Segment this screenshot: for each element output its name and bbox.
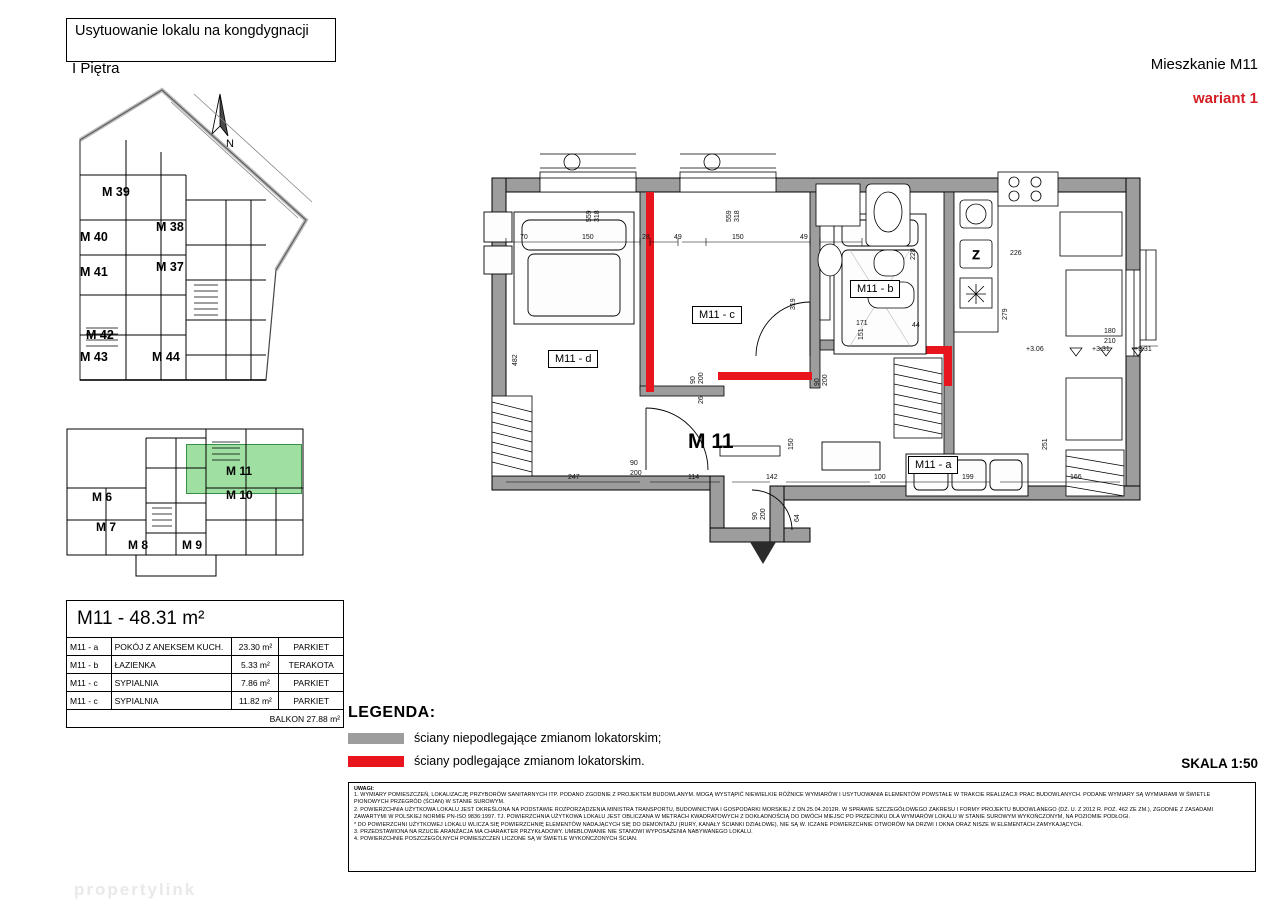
keyplan-upper-floor [66, 80, 338, 410]
compass-north-label: N [226, 138, 234, 150]
dim-90-c: 90 [814, 378, 821, 386]
keyplan-label-m39: M 39 [102, 185, 130, 199]
keyplan2-label-m8: M 8 [128, 538, 149, 552]
dim-level-331-a: +3.31 [1092, 346, 1110, 353]
keyplan2-label-m6: M 6 [92, 490, 113, 504]
room-finish: TERAKOTA [279, 656, 344, 674]
keyplan2-label-m10: M 10 [226, 488, 253, 502]
legend [348, 704, 661, 768]
room-finish: PARKIET [279, 638, 344, 656]
dim-319: 319 [790, 298, 797, 310]
dim-70: 70 [520, 234, 528, 241]
keyplan-label-m41: M 41 [80, 265, 108, 279]
keyplan-lower-floor [66, 428, 304, 578]
dim-150-a: 150 [582, 234, 594, 241]
note-line: 3. PRZEDSTAWIONA NA RZUCIE ARANŻACJA MA CHARAKTER PRZYKŁADOWY. UMEBLOWANIE NIE STANOWI WYPOSAŻENIA NABYWANEGO LOKALU. [354, 829, 753, 836]
legend-text-fixed-walls: ściany niepodlegające zmianom lokatorskim; [414, 731, 662, 745]
keyplan-label-m40: M 40 [80, 230, 108, 244]
dim-200-c: 200 [822, 374, 829, 386]
keyplan-label-m42: M 42 [86, 328, 114, 342]
legend-row-changeable-walls [348, 754, 661, 768]
dim-210: 210 [1104, 338, 1116, 345]
dim-559-b: 559 [726, 210, 733, 222]
table-row [67, 674, 344, 692]
balcony-area: BALKON 27.88 m² [67, 710, 344, 728]
dim-49-b: 49 [800, 234, 808, 241]
note-line: ZAWARTYMI W POLSKIEJ NORMIE PN-ISO 9836:1997. TJ. POWIERZCHNIA UŻYTKOWA LOKALU JEST OBLICZANA W METRACH KWADRATOWYCH Z DOKŁADNOŚCIĄ DO DWÓCH MIEJSC PO PRZECINKU DLA WYMIARÓW LOKALU W STANIE SUROWYM WYKOŃCZONYM, NA POZIOMIE PODŁOGI. [354, 814, 1131, 821]
note-line: 4. POWIERZCHNIE POSZCZEGÓLNYCH POMIESZCZEŃ LICZONE SĄ W ŚWIETLE WYKOŃCZONYCH ŚCIAN. [354, 836, 638, 843]
dim-151: 151 [858, 328, 865, 340]
scale-label: SKALA 1:50 [1181, 756, 1258, 771]
dim-90-b: 90 [690, 376, 697, 384]
dim-482: 482 [512, 354, 519, 366]
room-tag-m11-d: M11 - d [548, 350, 598, 368]
apartment-title: Mieszkanie M11 [1150, 56, 1258, 73]
room-name: SYPIALNIA [111, 692, 232, 710]
room-finish: PARKIET [279, 674, 344, 692]
area-table [66, 600, 344, 728]
dim-166: 166 [1070, 474, 1082, 481]
dim-226: 226 [1010, 250, 1022, 257]
location-title-box [66, 18, 336, 62]
dim-200-a: 200 [630, 470, 642, 477]
dim-180: 180 [1104, 328, 1116, 335]
area-table-title: M11 - 48.31 m² [66, 600, 344, 637]
dim-279: 279 [1002, 308, 1009, 320]
dim-150-c: 150 [788, 438, 795, 450]
keyplan-label-m37: M 37 [156, 260, 184, 274]
dim-level-331-b: +3.31 [1134, 346, 1152, 353]
room-name: SYPIALNIA [111, 674, 232, 692]
dim-level-306: +3.06 [1026, 346, 1044, 353]
location-title-line1: Usytuowanie lokalu na kongdygnacji [75, 23, 309, 39]
dim-200-b: 200 [698, 372, 705, 384]
watermark: propertylink [74, 880, 197, 899]
legend-swatch-grey [348, 733, 404, 744]
table-row [67, 638, 344, 656]
dim-114: 114 [688, 474, 700, 481]
room-tag-m11-b: M11 - b [850, 280, 900, 298]
dim-44: 44 [912, 322, 920, 329]
dim-228: 228 [910, 248, 917, 260]
dim-100: 100 [874, 474, 886, 481]
dim-90-d: 90 [752, 512, 759, 520]
svg-text:Z: Z [972, 248, 980, 262]
location-title-line2: I Piętra [72, 60, 120, 77]
table-row [67, 692, 344, 710]
dim-26: 26 [698, 396, 705, 404]
dim-318-b: 318 [734, 210, 741, 222]
floor-plan [470, 150, 1160, 600]
keyplan2-label-m9: M 9 [182, 538, 203, 552]
room-name: ŁAZIENKA [111, 656, 232, 674]
dim-171: 171 [856, 320, 868, 327]
note-line: * DO POWIERZCHNI UŻYTKOWEJ LOKALU WLICZA SIĘ POWIERZCHNIĘ ELEMENTÓW NADAJĄCYCH SIĘ DO DEMONTAŻU (RURY, KANAŁY ŚCIANKI DZIAŁOWE), NIE SĄ W. ICZANE POWIERZCHNIE OTWORÓW NA DRZWI I OKNA ORAZ NISZE W ELEMENTACH ZAMYKAJĄCYCH. [354, 821, 1083, 828]
room-tag-m11-c: M11 - c [692, 306, 742, 324]
legend-row-fixed-walls [348, 731, 661, 745]
room-area: 23.30 m² [232, 638, 279, 656]
dim-247: 247 [568, 474, 580, 481]
apartment-number-label: M 11 [688, 430, 734, 453]
dim-150-b: 150 [732, 234, 744, 241]
note-line: 1. WYMIARY POMIESZCZEŃ, LOKALIZACJĘ PRZYBORÓW SANITARNYCH ITP. PODANO ZGODNIE Z PROJEKTEM BUDOWLANYM. MOGĄ WYSTĄPIĆ NIEWIELKIE RÓŻNICE WYMIARÓW I USYTUOWANIA ELEMENTÓW POWSTAŁE W TRAKCIE REALIZACJI PRAC BUDOWLANYCH. PODANE WYMIARY SĄ WYMIARAMI W ŚWIETLE [354, 792, 1211, 798]
dim-318-a: 318 [594, 210, 601, 222]
table-row [67, 656, 344, 674]
note-line: PIONOWYCH PRZEGRÓD (ŚCIAN) W STANIE SUROWYM. [354, 799, 505, 806]
variant-label: wariant 1 [1192, 90, 1258, 107]
room-area: 11.82 m² [232, 692, 279, 710]
dim-64: 64 [794, 514, 801, 522]
room-area: 5.33 m² [232, 656, 279, 674]
room-area: 7.86 m² [232, 674, 279, 692]
room-code: M11 - b [67, 656, 112, 674]
room-finish: PARKIET [279, 692, 344, 710]
notes-header: UWAGI: [354, 786, 375, 792]
room-tag-m11-a: M11 - a [908, 456, 958, 474]
room-code: M11 - c [67, 692, 112, 710]
room-name: POKÓJ Z ANEKSEM KUCH. [111, 638, 232, 656]
notes-box [348, 782, 1256, 872]
dim-142: 142 [766, 474, 778, 481]
note-line: 2. POWIERZCHNIA UŻYTKOWA LOKALU JEST OKREŚLONA NA PODSTAWIE ROZPORZĄDZENIA MINISTRA TRANSPORTU, BUDOWNICTWA I GOSPODARKI MORSKIEJ Z DN.25.04.2012R. W SPRAWIE SZCZEGÓŁOWEGO ZAKRESU I FORMY PROJEKTU BUDOWLANEGO (DZ. U. Z 2012 R. POZ. 462 ZE ZM.), ZGODNIE Z ZASADAMI [354, 806, 1214, 813]
dim-251: 251 [1042, 438, 1049, 450]
dim-49-a: 49 [674, 234, 682, 241]
dim-199: 199 [962, 474, 974, 481]
keyplan2-label-m11: M 11 [226, 464, 253, 478]
room-code: M11 - a [67, 638, 112, 656]
keyplan-label-m38: M 38 [156, 220, 184, 234]
keyplan2-label-m7: M 7 [96, 520, 117, 534]
legend-swatch-red [348, 756, 404, 767]
room-code: M11 - c [67, 674, 112, 692]
dim-90-a: 90 [630, 460, 638, 467]
keyplan-label-m43: M 43 [80, 350, 108, 364]
legend-title: LEGENDA: [348, 704, 436, 721]
keyplan-label-m44: M 44 [152, 350, 180, 364]
legend-text-changeable-walls: ściany podlegające zmianom lokatorskim. [414, 754, 645, 768]
table-row-balcony [67, 710, 344, 728]
dim-28: 28 [642, 234, 650, 241]
dim-559-a: 559 [586, 210, 593, 222]
dim-200-d: 200 [760, 508, 767, 520]
